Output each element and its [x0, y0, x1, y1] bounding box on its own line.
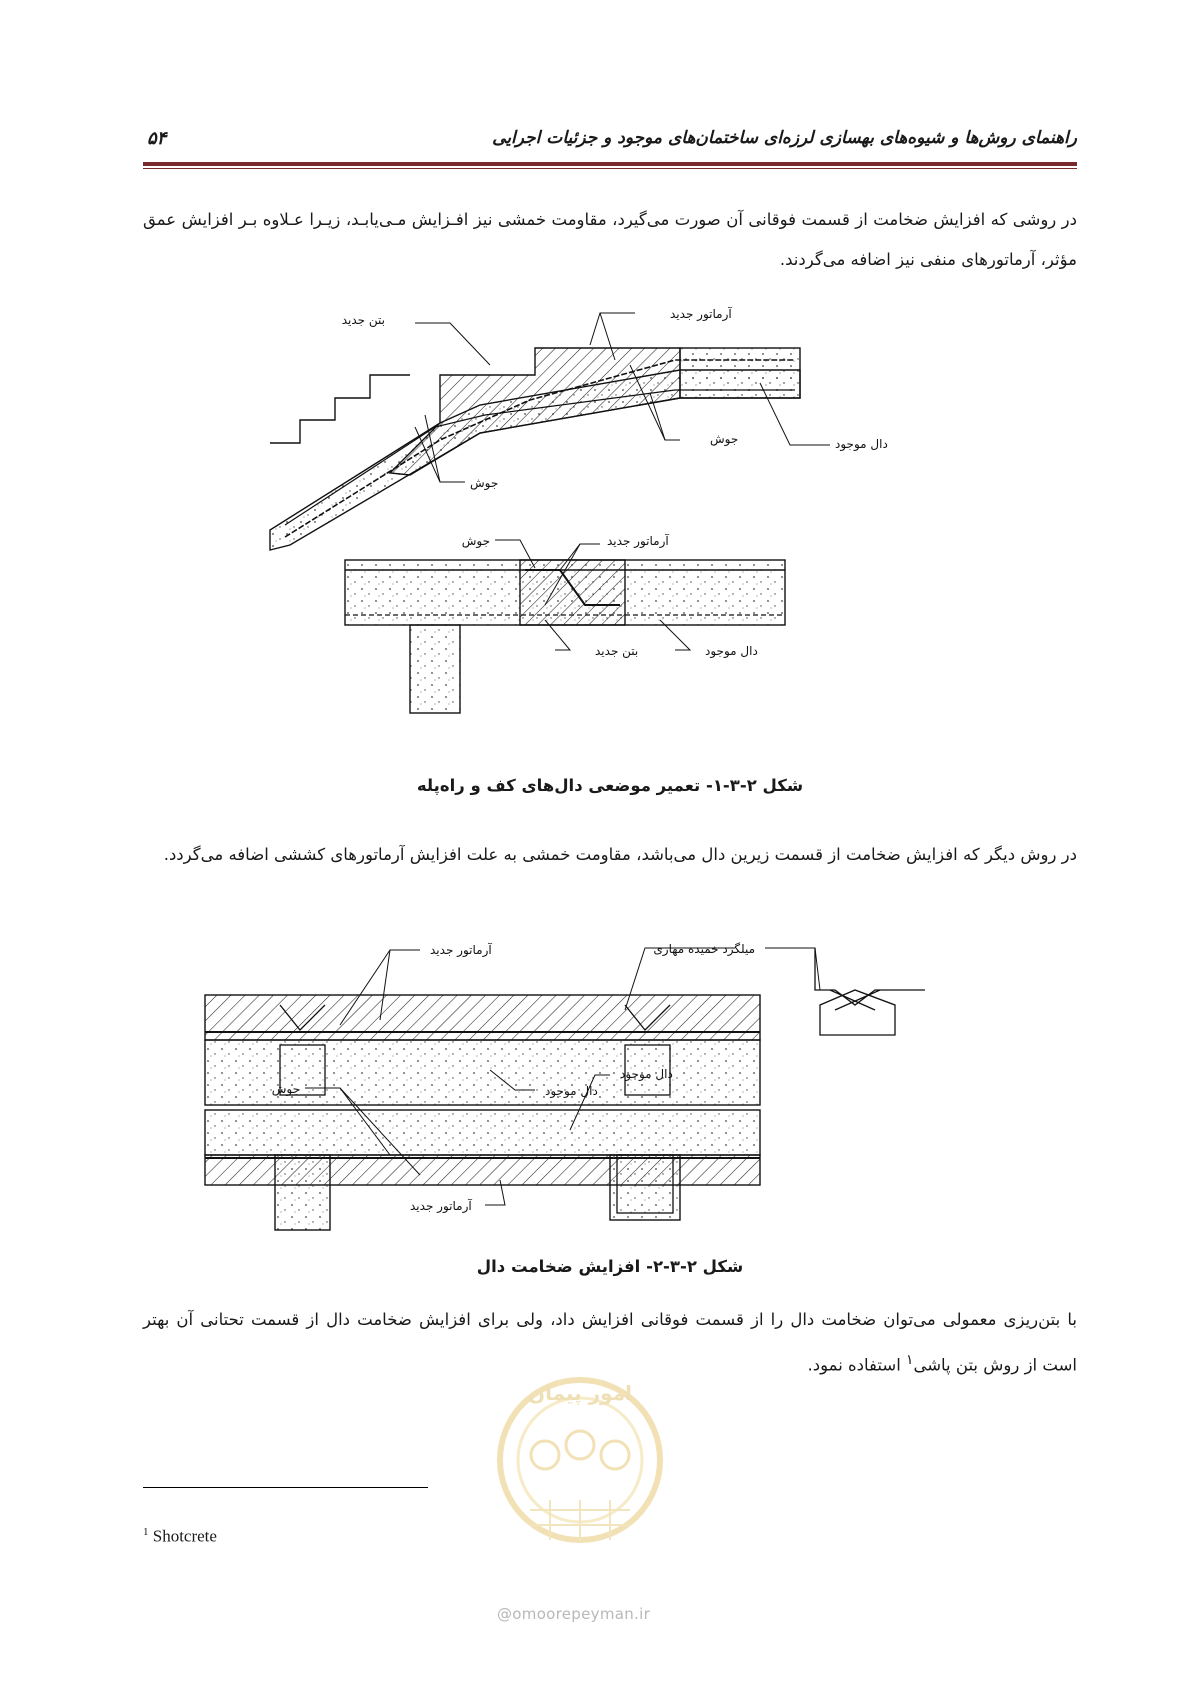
header-rule [143, 162, 1077, 166]
watermark-url: @omoorepeyman.ir [497, 1605, 651, 1623]
new-topping [205, 995, 760, 1040]
footnote [143, 1526, 217, 1547]
label-anchor-bar: میلگرد خمیده مهاری [653, 942, 755, 956]
label-weld: جوش [271, 1082, 300, 1096]
label-new-rebar-2: آرماتور جدید [607, 534, 669, 548]
footnote-text: Shotcrete [152, 1526, 217, 1546]
label-existing-slab: دال موجود [835, 437, 888, 451]
label-new-concrete-2: بتن جدید [595, 644, 639, 658]
watermark-seal [490, 1360, 670, 1594]
header-rule-thin [143, 168, 1077, 169]
header-title: راهنمای روش‌ها و شیوه‌های بهسازی لرزه‌ای ساختمان‌های موجود و جزئیات اجرایی [492, 128, 1077, 148]
beam [410, 625, 460, 713]
label-new-concrete: بتن جدید [341, 313, 385, 327]
footnote-rule [143, 1487, 428, 1488]
paragraph-2: در روش دیگر که افزایش ضخامت از قسمت زیرین دال می‌باشد، مقاومت خمشی به علت افزایش آرماتورهای کششی اضافه می‌گردد. [163, 845, 1077, 864]
label-new-rebar: آرماتور جدید [670, 307, 732, 321]
figure-2-caption: شکل ۲-۳-۲- افزایش ضخامت دال [476, 1257, 744, 1276]
label-new-rebar-bottom: آرماتور جدید [410, 1199, 472, 1213]
existing-slab-lower [205, 1110, 760, 1155]
paragraph-1: در روشی که افزایش ضخامت از قسمت فوقانی آن صورت می‌گیرد، مقاومت خمشی نیز افـزایش مـی‌یابـد، زیـرا عـلاوه بـر افزایش عمق مؤثر، آرماتورهای منفی نیز اضافه می‌گردند. [143, 210, 1077, 269]
figure-1-caption: شکل ۲-۳-۱- تعمیر موضعی دال‌های کف و راه‌پله [416, 776, 804, 795]
label-existing-slab-2: دال موجود [705, 644, 758, 658]
page-number: ۵۴ [147, 128, 167, 149]
label-weld-2: جوش [470, 476, 499, 490]
footnote-number: 1 [143, 1526, 149, 1538]
label-existing-slab-top: دال موجود [545, 1084, 598, 1098]
figure-1-drawing [270, 307, 930, 760]
watermark-text: امور پیمان [528, 1381, 632, 1405]
label-existing-slab-lower: دال موجود [620, 1067, 673, 1081]
label-new-rebar-top: آرماتور جدید [430, 943, 492, 957]
paragraph-3: با بتن‌ریزی معمولی می‌توان ضخامت دال را از قسمت فوقانی افزایش داد، ولی برای افزایش ضخامت دال از قسمت تحتانی آن بهتر است از روش بتن پاشی$^۱$ استفاده نمود. [143, 1310, 1077, 1375]
new-concrete-zone [390, 348, 680, 475]
label-weld: جوش [710, 432, 739, 446]
label-weld-3: جوش [461, 534, 490, 548]
footnote-ref[interactable]: ۱ [906, 1352, 914, 1368]
